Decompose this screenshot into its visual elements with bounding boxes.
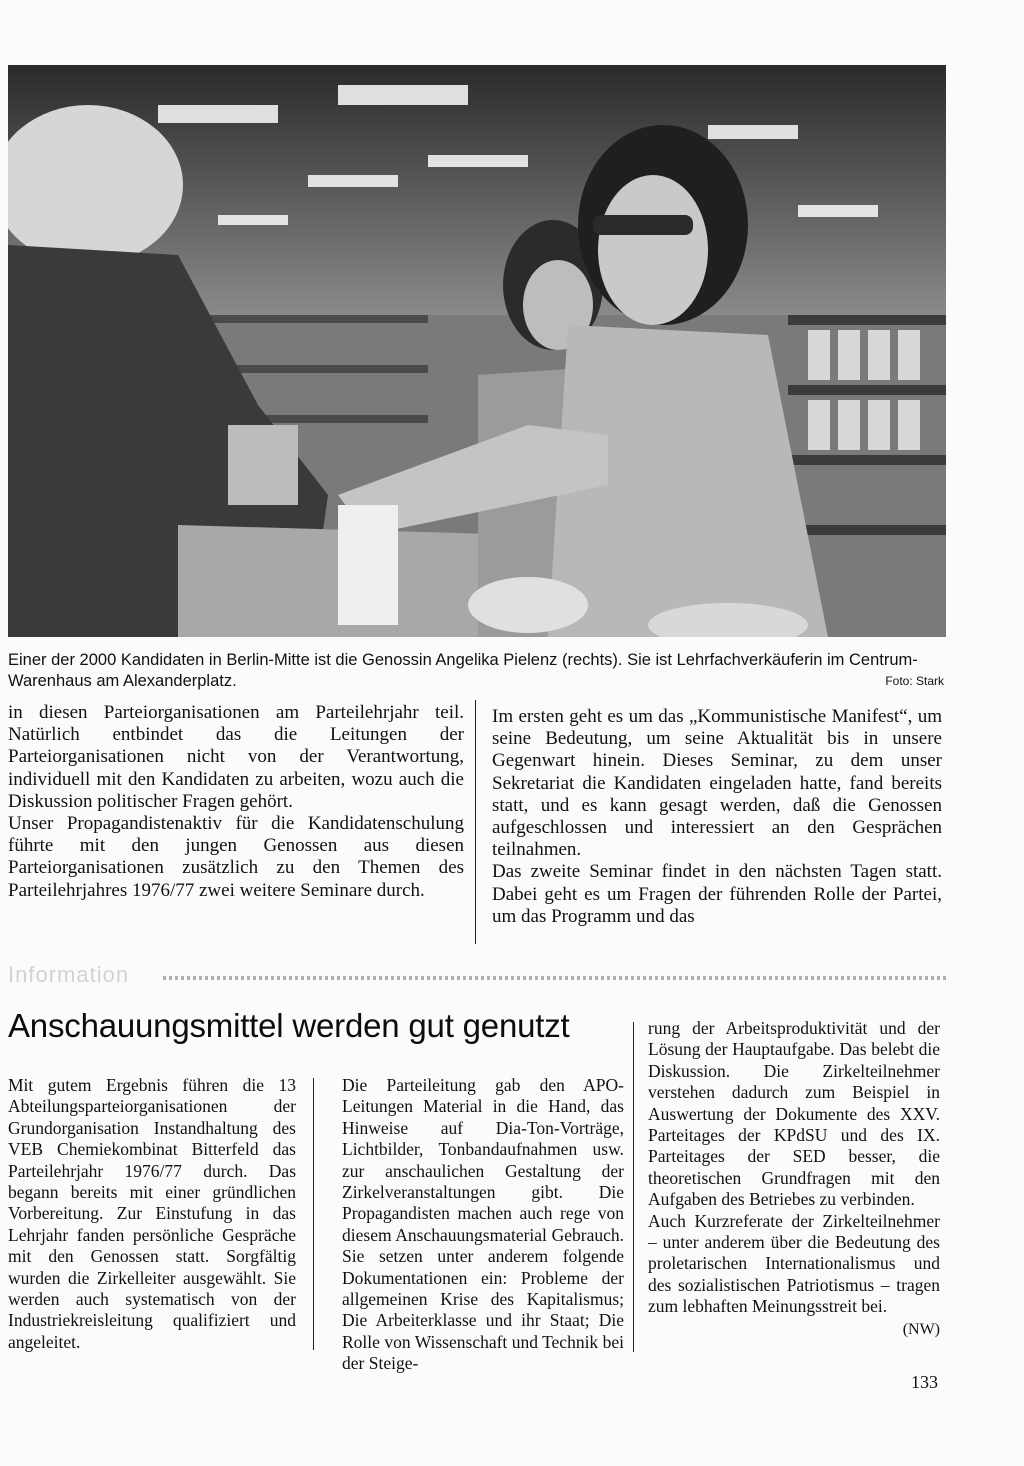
article-headline: Anschauungsmittel werden gut genutzt <box>8 1007 570 1044</box>
photo-shop-scene-icon <box>8 65 946 637</box>
page-number: 133 <box>911 1372 938 1392</box>
column-divider <box>475 700 476 944</box>
paragraph: Mit gutem Ergebnis führen die 13 Abteilungsparteiorganisationen der Grundorganisation Instandhaltung des VEB Chemiekombinat Bitterfeld das Parteilehrjahr 1976/77 durch. Das begann bereits mit einer gründlichen Vorbereitung. Zur Einstufung in das Lehrjahr fanden persönliche Gespräche mit den Genossen statt. Sorgfältig wurden die Zirkelleiter ausgewählt. Sie werden auch systematisch von der Industriekreisleitung qualifiziert und angeleitet. <box>8 1075 296 1352</box>
column-divider <box>633 1022 634 1352</box>
paragraph: Auch Kurzreferate der Zirkelteilnehmer – unter anderem über die Bedeutung des proletarischen Internationalismus und des sozialistischen Patriotismus – tragen zum lebhaften Meinungsstreit bei. <box>648 1210 940 1317</box>
shop-photo <box>8 65 946 637</box>
paragraph: Unser Propagandistenaktiv für die Kandidatenschulung führte mit den jungen Genossen aus diesen Parteiorganisationen zusätzlich zu den Themen des Parteilehrjahres 1976/77 zwei weitere Seminare durch. <box>8 813 464 901</box>
caption-text: Einer der 2000 Kandidaten in Berlin-Mitte ist die Genossin Angelika Pielenz (rechts). Sie ist Lehrfachverkäuferin im Centrum-Warenhaus am Alexanderplatz. <box>8 651 918 690</box>
article-column-1 <box>8 1075 296 1353</box>
photo-credit: Foto: Stark <box>885 674 944 688</box>
article-column-2 <box>342 1075 624 1375</box>
author-signature: (NW) <box>902 1320 940 1338</box>
paragraph: Die Parteileitung gab den APO-Leitungen Material in die Hand, das Hinweise auf Dia-Ton-Vorträge, Lichtbilder, Tonbandaufnahmen usw. zur anschaulichen Gestaltung der Zirkelveranstaltungen gibt. Die Propagandisten machen auch rege von diesem Anschauungsmaterial Gebrauch. Sie setzen unter anderem folgende Dokumentationen ein: Probleme der allgemeinen Krise des Kapitalismus; Die Arbeiterklasse und ihr Staat; Die Rolle von Wissenschaft und Technik bei der Steige- <box>342 1075 624 1374</box>
paragraph: in diesen Parteiorganisationen am Parteilehrjahr teil. Natürlich entbindet das die Leitungen der Parteiorganisationen nicht von der Verantwortung, individuell mit den Kandidaten zu arbeiten, wozu auch die Diskussion politischer Fragen gehört. <box>8 702 464 812</box>
upper-left-column <box>8 702 464 902</box>
photo-caption <box>8 650 946 692</box>
rubric-label: Information <box>8 962 130 987</box>
column-divider <box>313 1078 314 1350</box>
paragraph: Im ersten geht es um das „Kommunistische Manifest“, um seine Bedeutung, um seine Aktualität bis in unsere Gegenwart hinein. Dieses Seminar, zu dem unser Sekretariat die Kandidaten eingeladen hatte, fand bereits statt, und es kann gesagt werden, daß die Genossen aufgeschlossen und interessiert an den Gesprächen teilnahmen. <box>492 706 942 861</box>
dotted-rule <box>163 976 946 980</box>
section-rubric <box>8 962 946 992</box>
upper-right-column <box>492 706 942 928</box>
paragraph: Das zweite Seminar findet in den nächsten Tagen statt. Dabei geht es um Fragen der führenden Rolle der Partei, um das Programm und das <box>492 861 942 927</box>
paragraph: rung der Arbeitsproduktivität und der Lösung der Hauptaufgabe. Das belebt die Diskussion. Die Zirkelteilnehmer verstehen dadurch zum Beispiel in Auswertung der Dokumente des XXV. Parteitages der KPdSU und des IX. Parteitages der SED besser, die theoretischen Grundfragen mit den Aufgaben des Betriebes zu verbinden. <box>648 1018 940 1210</box>
article-column-3 <box>648 1018 940 1340</box>
